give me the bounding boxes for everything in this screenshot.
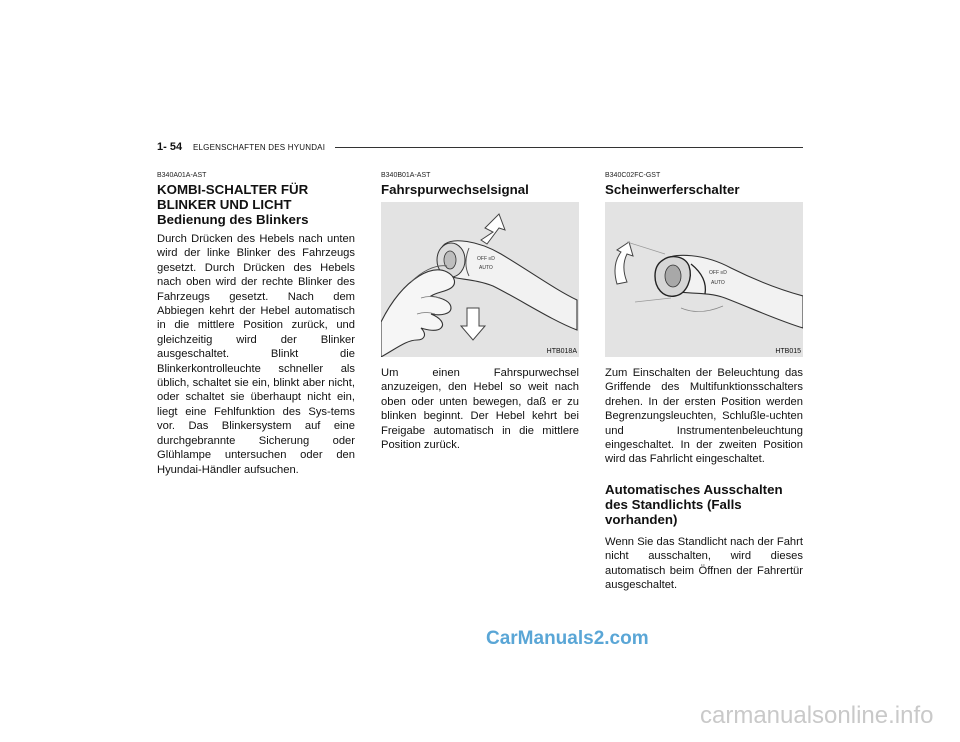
column-turn-signal xyxy=(157,172,355,477)
section-subheading: Bedienung des Blinkers xyxy=(157,212,309,227)
page-header xyxy=(157,141,803,157)
headlight-lever-illustration xyxy=(605,202,803,357)
figure-code: HTB015 xyxy=(775,348,801,355)
svg-text:AUTO: AUTO xyxy=(711,280,725,286)
svg-text:OFF ≡D: OFF ≡D xyxy=(477,256,495,262)
section-code: B340B01A-AST xyxy=(381,172,431,179)
headlight-switch-figure xyxy=(605,202,803,357)
page-number: 1- 54 xyxy=(157,141,183,153)
section-title: ELGENSCHAFTEN DES HYUNDAI xyxy=(193,143,326,152)
section-body-2: Wenn Sie das Standlicht nach der Fahrt nicht ausschalten, wird dieses automatisch beim Öffnen der Fahrertür ausgeschaltet. xyxy=(605,535,803,592)
section-code: B340A01A-AST xyxy=(157,172,207,179)
svg-text:AUTO: AUTO xyxy=(479,265,493,271)
section-body: Durch Drücken des Hebels nach unten wird der linke Blinker des Fahrzeugs gesetzt. Durch Drücken des Hebels nach oben wird der rechte Blinker des Fahrzeugs gesetzt. Nach dem Abbiegen kehrt der Hebel automatisch in die mittlere Position zurück, und gleichzeitig wird der Blinker ausgeschaltet. Blinkt die Blinkerkontrolleuchte schneller als üblich, schaltet sie ein, blinkt aber nicht, oder schaltet sie überhaupt nicht ein, liegt eine Fehlfunktion des Sys-tems vor. Das Blinkersystem auf eine durchgebrannte Sicherung oder Glühlampe untersuchen oder den Hyundai-Händler aufsuchen. xyxy=(157,233,355,476)
section-body: Zum Einschalten der Beleuchtung das Griffende des Multifunktionsschalters drehen. In der ersten Position werden Begrenzungsleuchten, Schlußle-uchten und Instrumentenbeleuchtung eingeschaltet. In der zweiten Position wird das Fahrlicht eingeschaltet. xyxy=(605,367,803,466)
section-subheading: Automatisches Ausschalten des Standlichts (Falls vorhanden) xyxy=(605,481,783,527)
hand-on-lever-illustration xyxy=(381,202,579,357)
lane-change-lever-figure xyxy=(381,202,579,357)
column-lane-change xyxy=(381,172,579,452)
section-heading: KOMBI-SCHALTER FÜR BLINKER UND LICHT xyxy=(157,182,309,212)
watermark-secondary: carmanualsonline.info xyxy=(700,702,934,729)
figure-code: HTB018A xyxy=(546,348,577,355)
section-heading: Fahrspurwechselsignal xyxy=(381,182,529,197)
header-rule xyxy=(335,147,803,148)
column-headlight-switch xyxy=(605,172,803,592)
watermark-primary: CarManuals2.com xyxy=(486,628,649,649)
section-code: B340C02FC-GST xyxy=(605,172,661,179)
section-body: Um einen Fahrspurwechsel anzuzeigen, den Hebel so weit nach oben oder unten bewegen, daß er zu blinken beginnt. Der Hebel kehrt bei Freigabe automatisch in die mittlere Position zurück. xyxy=(381,367,579,452)
section-heading: Scheinwerferschalter xyxy=(605,182,740,197)
svg-text:OFF ≡D: OFF ≡D xyxy=(709,270,727,276)
